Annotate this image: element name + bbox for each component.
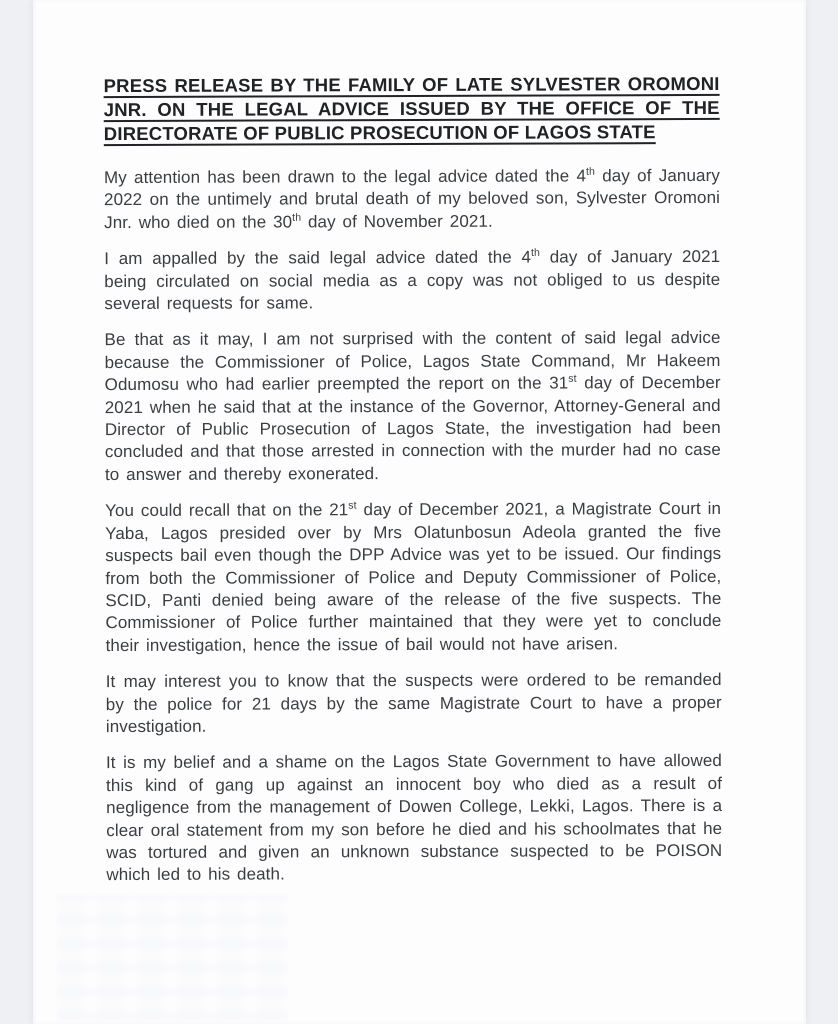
paragraph: It may interest you to know that the suspects were ordered to be remanded by the police for 21 days by the same Magistrate Court to have a proper investigation.	[105, 670, 722, 737]
document-title-line-1: PRESS RELEASE BY THE FAMILY OF LATE SYLVESTER OROMONI	[103, 72, 720, 97]
document-body	[104, 165, 723, 887]
paragraph: It is my belief and a shame on the Lagos State Government to have allowed this kind of gang up against an innocent boy who died as a result of negligence from the management of Dowen College, Lekki, Lagos. There is a clear oral statement from my son before he died and his schoolmates that he was tortured and given an unknown substance suspected to be POISON which led to his death.	[105, 751, 723, 885]
document-title-line-3: DIRECTORATE OF PUBLIC PROSECUTION OF LAGOS STATE	[103, 121, 656, 145]
paragraph: You could recall that on the 21st day of December 2021, a Magistrate Court in Yaba, Lagos presided over by Mrs Olatunbosun Adeola granted the five suspects bail even though the DPP Advice was yet to be issued. Our findings from both the Commissioner of Police and Deputy Commissioner of Police, SCID, Panti denied being aware of the release of the five suspects. The Commissioner of Police further maintained that they were yet to conclude their investigation, hence the issue of bail would not have arisen.	[105, 499, 722, 655]
ordinal-superscript: st	[568, 373, 577, 386]
ordinal-superscript: th	[585, 165, 596, 178]
paragraph: My attention has been drawn to the legal advice dated the 4th day of January 2022 on the untimely and brutal death of my beloved son, Sylvester Oromoni Jnr. who died on the 30th day of November 2021.	[103, 165, 721, 232]
document-content	[104, 72, 723, 901]
document-page	[33, 0, 806, 1024]
ordinal-superscript: th	[292, 211, 302, 224]
paragraph: Be that as it may, I am not surprised with the content of said legal advice because the Commissioner of Police, Lagos State Command, Mr Hakeem Odumosu who had earlier preempted the report on the 31st day of December 2021 when he said that at the instance of the Governor, Attorney-General and Director of Public Prosecution of Lagos State, the investigation had been concluded and that those arrested in connection with the murder had no case to answer and thereby exonerated.	[104, 328, 721, 484]
ordinal-superscript: st	[348, 499, 357, 512]
ordinal-superscript: th	[530, 247, 541, 260]
document-title-line-2: JNR. ON THE LEGAL ADVICE ISSUED BY THE OFFICE OF THE	[103, 96, 720, 121]
document-title	[104, 72, 720, 146]
paragraph: I am appalled by the said legal advice dated the 4th day of January 2021 being circulated on social media as a copy was not obliged to us despite several requests for same.	[104, 247, 721, 314]
page-showthrough-artifact	[58, 895, 288, 1020]
